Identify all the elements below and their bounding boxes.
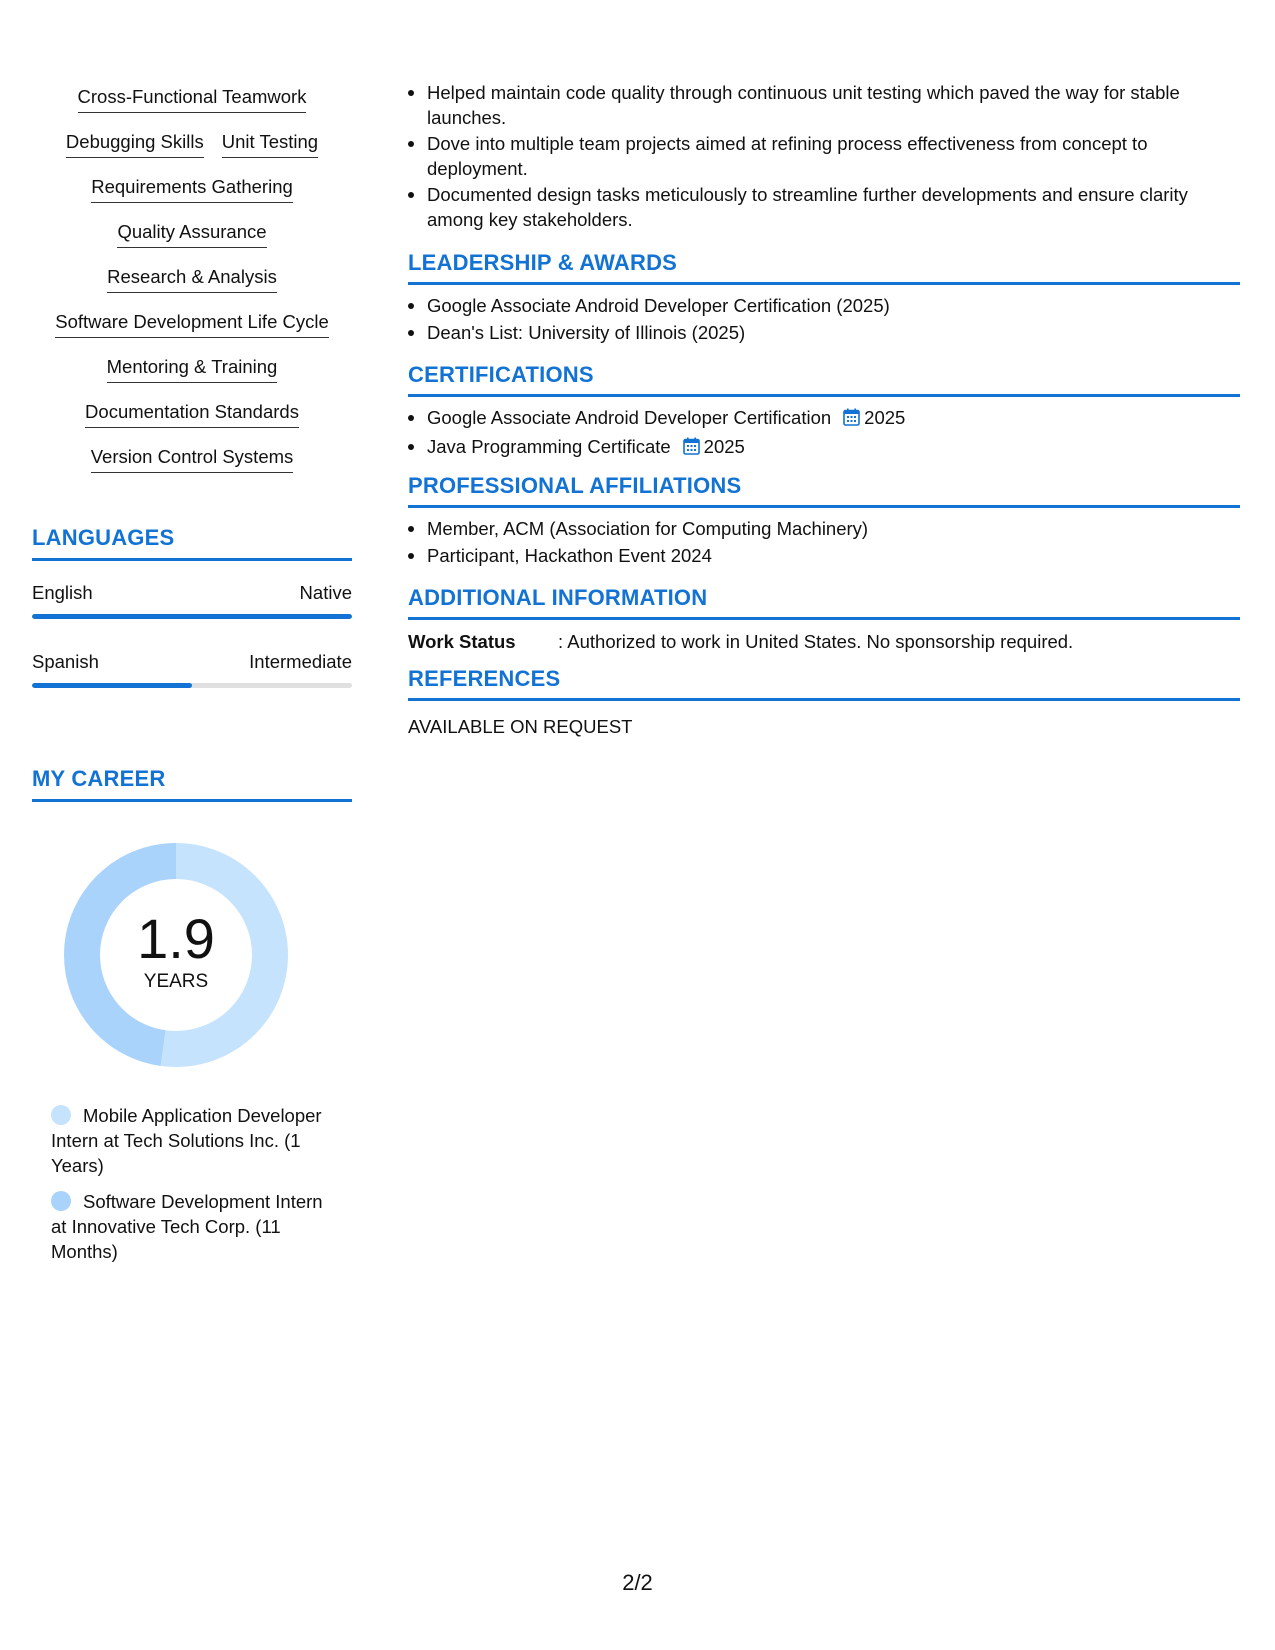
career-donut-chart — [64, 843, 288, 1067]
leadership-title: LEADERSHIP & AWARDS — [408, 250, 678, 275]
donut-center — [64, 843, 288, 1067]
legend-label: Software Development Intern at Innovative Tech Corp. (11 Months) — [51, 1191, 323, 1262]
work-status-label: Work Status — [408, 631, 516, 652]
legend-dot — [51, 1105, 71, 1125]
skill-row — [32, 311, 352, 356]
career-legend — [51, 1103, 331, 1275]
list-item: Participant, Hackathon Event 2024 — [408, 543, 1240, 568]
calendar-icon — [683, 436, 700, 461]
skill-tag: Version Control Systems — [91, 446, 294, 473]
language-name: Spanish — [32, 651, 99, 672]
legend-dot — [51, 1191, 71, 1211]
list-item: Documented design tasks meticulously to streamline further developments and ensure clarity among key stakeholders. — [408, 182, 1240, 232]
references-title: REFERENCES — [408, 666, 561, 691]
section-divider — [408, 698, 1240, 701]
skill-row — [32, 356, 352, 401]
skill-tag: Research & Analysis — [107, 266, 277, 293]
section-divider — [408, 282, 1240, 285]
section-divider — [32, 558, 352, 561]
career-title: MY CAREER — [32, 766, 166, 791]
skill-tag: Mentoring & Training — [107, 356, 278, 383]
skill-row — [32, 176, 352, 221]
career-total: 1.9 — [137, 907, 215, 970]
skill-tag: Debugging Skills — [66, 131, 204, 158]
legend-item — [51, 1103, 331, 1178]
skill-tag: Cross-Functional Teamwork — [78, 86, 307, 113]
affiliations-list — [408, 516, 1240, 568]
language-bar — [32, 683, 352, 688]
leadership-list — [408, 293, 1240, 345]
list-item: Google Associate Android Developer Certification (2025) — [408, 293, 1240, 318]
skill-tag: Software Development Life Cycle — [55, 311, 329, 338]
language-item — [32, 582, 352, 619]
additional-info-section — [408, 584, 1240, 654]
language-name: English — [32, 582, 93, 603]
section-divider — [408, 617, 1240, 620]
skill-row — [32, 401, 352, 446]
references-section — [408, 665, 1240, 739]
skill-tag: Requirements Gathering — [91, 176, 293, 203]
section-divider — [408, 505, 1240, 508]
language-bar — [32, 614, 352, 619]
certification-name: Java Programming Certificate — [427, 436, 671, 457]
certifications-list — [408, 405, 1240, 461]
certifications-section — [408, 361, 1240, 463]
list-item — [408, 405, 1240, 432]
skill-row — [32, 86, 352, 131]
work-status-row — [408, 630, 1240, 654]
list-item: Dean's List: University of Illinois (2025) — [408, 320, 1240, 345]
certification-year: 2025 — [864, 407, 906, 428]
list-item: Member, ACM (Association for Computing Machinery) — [408, 516, 1240, 541]
list-item: Helped maintain code quality through continuous unit testing which paved the way for stable launches. — [408, 80, 1240, 130]
skill-row — [32, 266, 352, 311]
skill-row — [32, 131, 352, 176]
skill-row — [32, 221, 352, 266]
affiliations-section — [408, 472, 1240, 570]
certifications-title: CERTIFICATIONS — [408, 362, 594, 387]
language-bar-fill — [32, 683, 192, 688]
career-unit: YEARS — [143, 971, 209, 992]
languages-section — [32, 524, 352, 688]
additional-info-title: ADDITIONAL INFORMATION — [408, 585, 708, 610]
career-section — [32, 765, 352, 1262]
languages-title: LANGUAGES — [32, 525, 175, 550]
certification-year: 2025 — [703, 436, 745, 457]
work-status-value: : Authorized to work in United States. No sponsorship required. — [558, 631, 1074, 652]
section-divider — [408, 394, 1240, 397]
section-divider — [32, 799, 352, 802]
legend-item — [51, 1189, 331, 1264]
references-text: AVAILABLE ON REQUEST — [408, 716, 633, 737]
list-item: Dove into multiple team projects aimed at refining process effectiveness from concept to deployment. — [408, 131, 1240, 181]
language-item — [32, 651, 352, 688]
skill-tag: Quality Assurance — [117, 221, 266, 248]
certification-name: Google Associate Android Developer Certification — [427, 407, 832, 428]
page-number: 2/2 — [622, 1570, 653, 1595]
experience-bullets — [408, 80, 1240, 233]
leadership-section — [408, 249, 1240, 347]
language-level: Native — [299, 582, 352, 603]
calendar-icon — [843, 407, 860, 432]
language-bar-fill — [32, 614, 352, 619]
skill-row — [32, 446, 352, 491]
affiliations-title: PROFESSIONAL AFFILIATIONS — [408, 473, 742, 498]
legend-label: Mobile Application Developer Intern at Tech Solutions Inc. (1 Years) — [51, 1105, 322, 1176]
skill-tag: Unit Testing — [222, 131, 318, 158]
language-level: Intermediate — [249, 651, 352, 672]
skill-tag: Documentation Standards — [85, 401, 299, 428]
list-item — [408, 434, 1240, 461]
skills-list — [32, 86, 352, 491]
